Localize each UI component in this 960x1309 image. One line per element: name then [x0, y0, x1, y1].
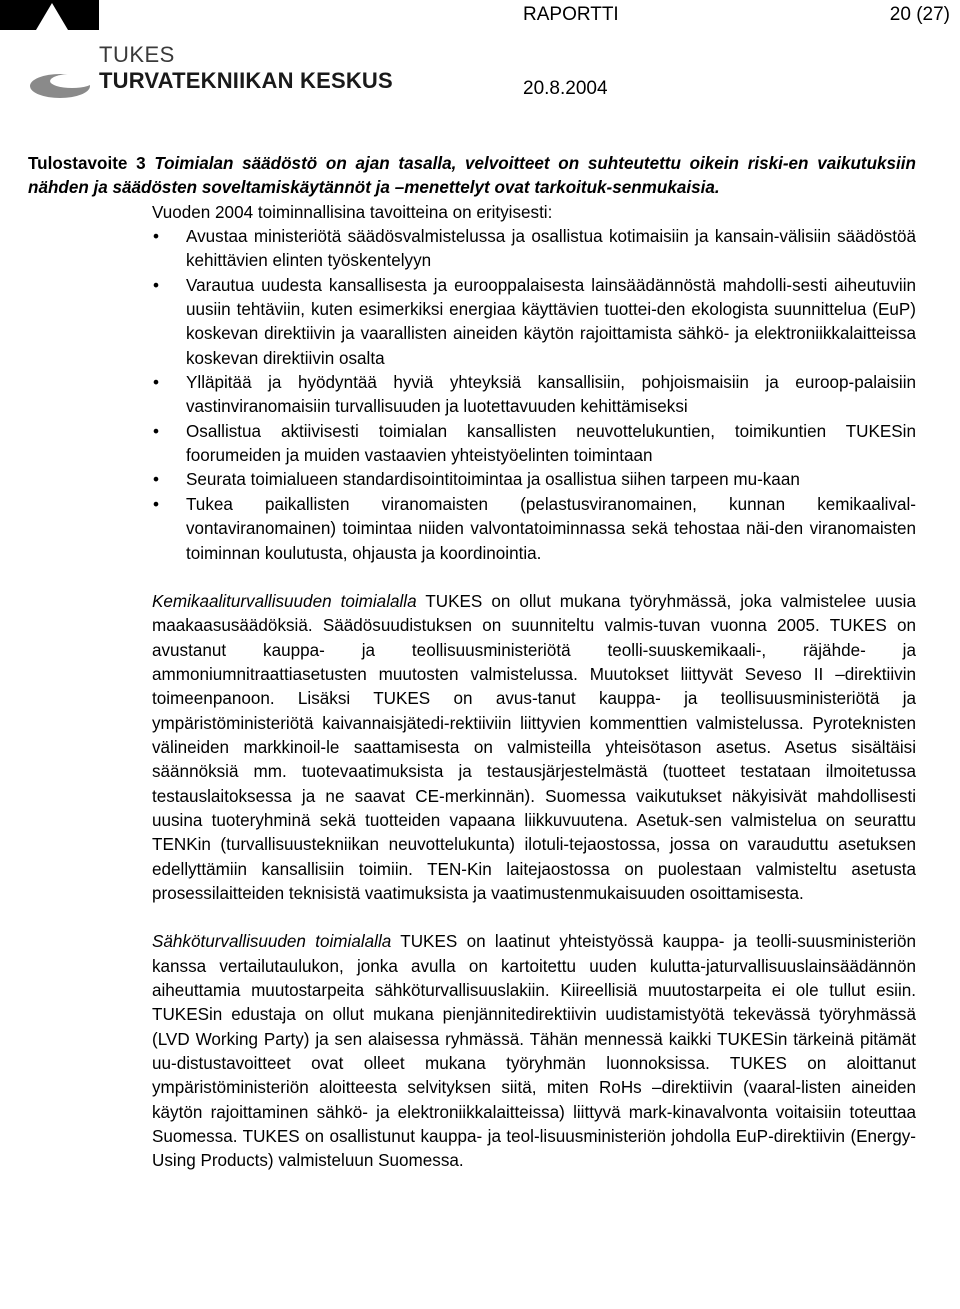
goal-title: Toimialan säädöstö on ajan tasalla, velvoitteet on suhteutettu oikein riski-en vaikutuksiin nähden ja säädösten soveltamiskäytännöt ja –menettelyt ovat tarkoituk-senmukaisia.: [28, 154, 916, 198]
document-body: [28, 152, 916, 1174]
list-item: • Tukea paikallisten viranomaisten (pelastusviranomainen, kunnan kemikaalival-vontaviranomainen) toimintaa niiden valvontatoiminnassa sekä tehostaa näi-den viranomaisten toiminnan koulutusta, ohjausta ja koordinointia.: [153, 494, 916, 563]
paragraph-text: TUKES on laatinut yhteistyössä kauppa- ja teolli-suusministeriön kanssa vertailutaulukon, jonka avulla on kartoitettu uuden kulutta-jaturvallisuuslainsäädännön aiheuttamia muutostarpeita sähköturvallisuuslakiin. Kiireellisiä muutostarpeita ei ole tullut esiin. TUKESin edustaja on ollut mukana pienjännitedirektiivin uudistamistyötä tekevässä työryhmässä (LVD Working Party) ja sen alaisessa ryhmässä. Tähän mennessä kaikki TUKESin tärkeinä pitämät uu-distustavoitteet ovat olleet mukana työryhmän luonnoksissa. TUKES on aloittanut ympäristöministeriön aloitteesta selvityksen siitä, miten RoHs –direktiivin (vaaral-listen aineiden käytön rajoittaminen sähkö- ja elektroniikkalaitteissa) liittyvä mark-kinavalvonta voitaisiin toteuttaa Suomessa. TUKES on osallistunut kauppa- ja teol-lisuusministeriön johdolla EuP-direktiivin (Energy-Using Products) valmisteluun Suomessa.: [152, 932, 916, 1171]
tukes-logo-swoosh-icon: [28, 60, 98, 102]
goal-details: [152, 201, 916, 566]
header-corner-mark: [0, 0, 99, 30]
paragraph-text: TUKES on ollut mukana työryhmässä, joka valmistelee uusia maakaasusäädöksiä. Säädösuudistuksen on suunniteltu valmis-tuvan vuonna 2005. TUKES on avustanut kauppa- ja teollisuusministeriötä teolli-suuskemikaali-, räjähde- ja ammoniumnitraattiasetusten muutosten valmistelussa. Muutokset liittyvät Seveso II –direktiivin toimeenpanoon. Lisäksi TUKES on avus-tanut kauppa- ja teollisuusministeriötä ja ympäristöministeriötä kaivannaisjätedi-rektiiviin liittyvien kommenttien valmistelussa. Pyroteknisten välineiden markkinoil-le saattamisesta on valmisteilla yhteisötason asetus. Asetus sisältäisi säännöksiä mm. tuotevaatimuksista ja testausjärjestelmästä (tuotteet testataan ilmoitetussa testauslaitoksessa ja ne saavat CE-merkinnän). Suomessa vaikutukset näkyisivät mahdollisesti uusina tuoteryhminä sekä tuotteiden vapaana liikkuvuutena. Asetuk-sen valmistelua on seurattu TENKin (turvallisuustekniikan neuvottelukunta) ilotuli-tejaostossa, jossa on varauduttu asetuksen edellyttämiin kansallisiin toimiin. TEN-Kin laitejaostossa on puolestaan valmisteltu asetusta prosessilaitteiden teknisistä vaatimuksista ja vaatimustenmukaisuuden osoittamisesta.: [152, 591, 916, 903]
bullet-icon: •: [153, 421, 159, 441]
page-number: 20 (27): [889, 4, 950, 25]
bullet-icon: •: [153, 275, 159, 295]
document-type: RAPORTTI: [523, 4, 619, 25]
goal-label: Tulostavoite 3: [28, 154, 146, 173]
list-item: • Avustaa ministeriötä säädösvalmistelussa ja osallistua kotimaisiin ja kansain-välisiin säädöstöä kehittävien elinten työskentelyyn: [153, 227, 916, 271]
goal-bullet-list: [152, 225, 916, 566]
chemical-safety-paragraph: [152, 590, 916, 906]
list-item: • Osallistua aktiivisesti toimialan kansallisten neuvottelukuntien, toimikuntien TUKESin foorumeiden ja muiden vastaavien yhteistyöelinten toimintaan: [153, 421, 916, 466]
bullet-icon: •: [153, 227, 159, 247]
document-date: 20.8.2004: [523, 78, 608, 99]
org-name-full: TURVATEKNIIKAN KESKUS: [99, 68, 393, 93]
goal-heading: [28, 152, 916, 201]
bullet-icon: •: [153, 373, 159, 393]
electrical-safety-paragraph: [152, 930, 916, 1173]
tukes-logo: [28, 42, 393, 102]
goal-intro: Vuoden 2004 toiminnallisina tavoitteina on erityisesti:: [152, 202, 553, 222]
paragraph-lead: Sähköturvallisuuden toimialalla: [152, 932, 392, 952]
bullet-icon: •: [153, 470, 159, 490]
org-name-short: TUKES: [99, 42, 175, 67]
paragraph-lead: Kemikaaliturvallisuuden toimialalla: [152, 591, 417, 611]
list-item: • Seurata toimialueen standardisointitoimintaa ja osallistua siihen tarpeen mu-kaan: [152, 468, 916, 492]
list-item: • Varautua uudesta kansallisesta ja eurooppalaisesta lainsäädännöstä mahdolli-sesti aiheutuviin uusiin tehtäviin, kuten esimerkiksi energiaa käyttävien tuottei-den ekologista suunnittelua (EuP) koskevan direktiivin ja vaarallisten aineiden käytön rajoittamista sähkö- ja elektroniikkalaitteissa koskevan direktiivin osalta: [153, 275, 916, 368]
bullet-icon: •: [153, 494, 159, 514]
list-item: • Ylläpitää ja hyödyntää hyviä yhteyksiä kansallisiin, pohjoismaisiin ja euroop-palaisiin vastinviranomaisiin turvallisuuden ja luotettavuuden kehittämiseksi: [153, 373, 916, 417]
